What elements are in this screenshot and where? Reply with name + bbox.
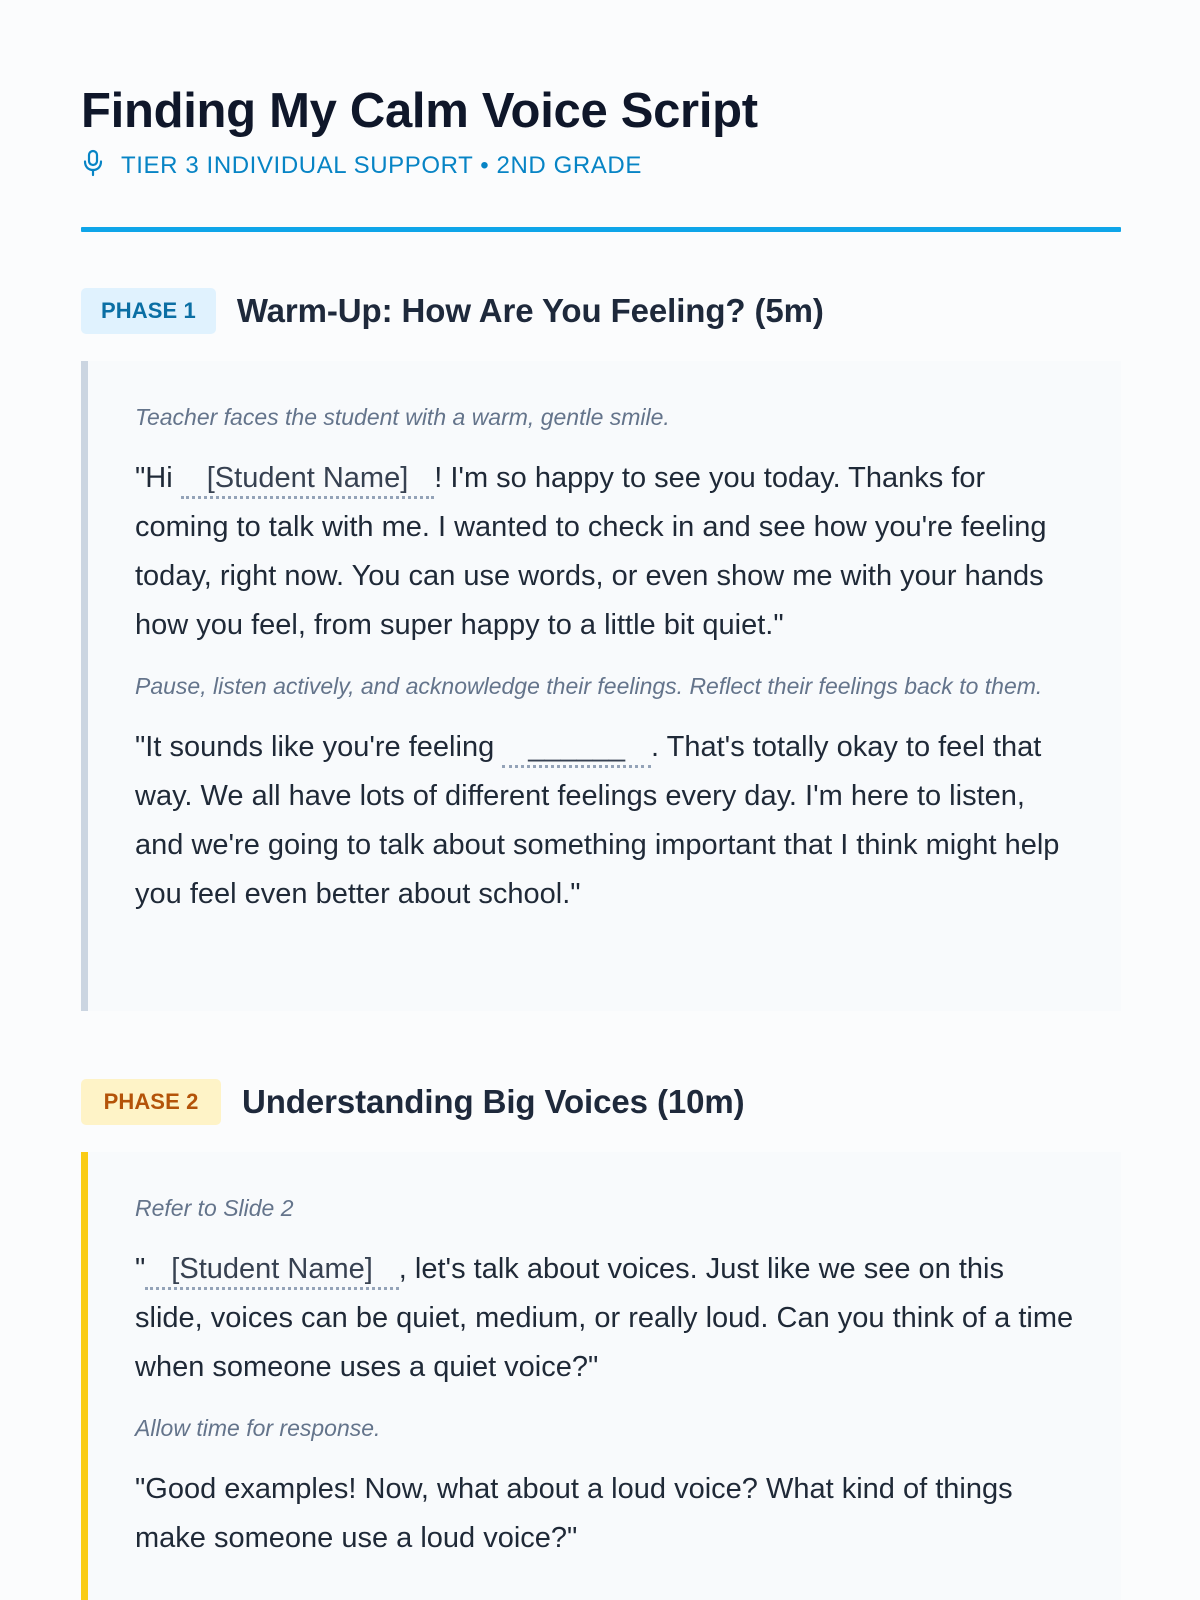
- phase-1-heading: [81, 288, 824, 334]
- page-title: Finding My Calm Voice Script: [81, 84, 758, 138]
- dialogue-text: . That's totally okay to feel that way. We all have lots of different feelings every day. I'm here to listen, and we're going to talk about something important that I think might help you feel even better about school.": [135, 731, 1060, 910]
- stage-direction: Teacher faces the student with a warm, gentle smile.: [135, 404, 670, 430]
- header-divider: [81, 227, 1121, 232]
- phase-2-heading: [81, 1079, 744, 1125]
- stage-direction: Pause, listen actively, and acknowledge their feelings. Reflect their feelings back to them.: [135, 673, 1043, 699]
- student-name-blank: [Student Name]: [145, 1251, 399, 1290]
- phase-1-script-card: [81, 361, 1121, 1011]
- microphone-icon: [81, 149, 121, 184]
- dialogue-text: "Hi: [135, 462, 181, 494]
- student-name-blank: [Student Name]: [181, 460, 435, 499]
- phase-2-title: Understanding Big Voices (10m): [242, 1083, 745, 1120]
- stage-direction: Allow time for response.: [135, 1415, 381, 1441]
- phase-1-badge: PHASE 1: [81, 288, 216, 334]
- subtitle-text: TIER 3 INDIVIDUAL SUPPORT • 2ND GRADE: [121, 152, 642, 179]
- phase-2-badge: PHASE 2: [81, 1079, 221, 1125]
- phase-2-script-card: [81, 1152, 1121, 1600]
- teacher-dialogue: [135, 454, 1077, 650]
- teacher-dialogue: "Good examples! Now, what about a loud voice? What kind of things make someone use a loud voice?": [135, 1473, 1013, 1554]
- feeling-blank: ______: [502, 729, 651, 768]
- dialogue-text: ": [135, 1253, 146, 1285]
- document-header: [81, 82, 1121, 183]
- teacher-dialogue: [135, 1245, 1077, 1392]
- teacher-dialogue: [135, 723, 1077, 919]
- dialogue-text: "It sounds like you're feeling: [135, 731, 503, 763]
- dialogue-text: ! I'm so happy to see you today. Thanks for coming to talk with me. I wanted to check in and see how you're feeling today, right now. You can use words, or even show me with your hands how you feel, from super happy to a little bit quiet.": [135, 462, 1047, 641]
- phase-1-title: Warm-Up: How Are You Feeling? (5m): [236, 292, 824, 329]
- document-subtitle: [81, 149, 1121, 183]
- dialogue-text: , let's talk about voices. Just like we see on this slide, voices can be quiet, medium, or really loud. Can you think of a time when someone uses a quiet voice?": [135, 1253, 1074, 1383]
- stage-direction: Refer to Slide 2: [135, 1195, 294, 1221]
